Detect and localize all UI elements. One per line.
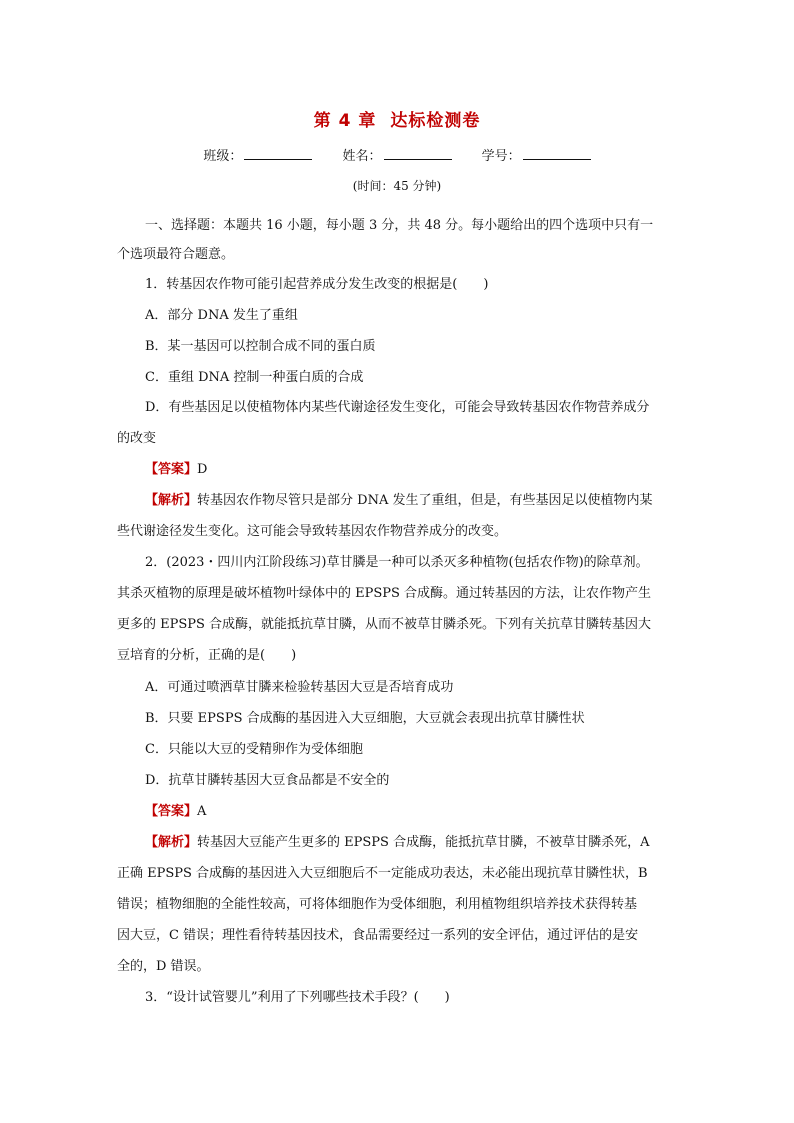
analysis-tag: 【解析】 [145, 493, 198, 508]
q2-analysis-line4: 因大豆，C 错误；理性看待转基因技术，食品需要经过一系列的安全评估，通过评估的是安 [117, 928, 639, 943]
q2-analysis-line2: 正确 EPSPS 合成酶的基因进入大豆细胞后不一定能成功表达，未必能出现抗草甘膦性状，B [117, 866, 648, 881]
section-intro-line1: 一、选择题：本题共 16 小题，每小题 3 分，共 48 分。每小题给出的四个选项中只有一 [145, 218, 654, 233]
section-intro-line2: 个选项最符合题意。 [117, 247, 235, 262]
name-blank [384, 147, 452, 160]
analysis-text: 转基因大豆能产生更多的 EPSPS 合成酶，能抵抗草甘膦，不被草甘膦杀死，A [197, 835, 650, 850]
analysis-tag: 【解析】 [145, 835, 198, 850]
id-label: 学号： [481, 149, 521, 164]
q1-option-b: B．某一基因可以控制合成不同的蛋白质 [145, 339, 376, 354]
student-info-fields [0, 145, 794, 164]
id-field [482, 145, 591, 164]
page-title [0, 106, 794, 131]
q2-option-c: C．只能以大豆的受精卵作为受体细胞 [145, 742, 363, 757]
q1-option-c: C．重组 DNA 控制一种蛋白质的合成 [145, 370, 364, 385]
q2-stem-line1: 2．(2023・四川内江阶段练习)草甘膦是一种可以杀灭多种植物(包括农作物)的除草剂。 [145, 555, 649, 570]
answer-value: A [197, 804, 207, 819]
chapter-number: 第 4 章 [313, 111, 377, 131]
answer-tag: 【答案】 [145, 804, 198, 819]
q2-stem-line2: 其杀灭植物的原理是破坏植物叶绿体中的 EPSPS 合成酶。通过转基因的方法，让农作物产生 [117, 586, 652, 601]
name-label: 姓名： [342, 149, 382, 164]
q1-analysis-line1 [145, 489, 652, 508]
answer-value: D [197, 462, 208, 477]
q2-analysis-line3: 错误；植物细胞的全能性较高，可将体细胞作为受体细胞，利用植物组织培养技术获得转基 [117, 897, 638, 912]
q1-option-d-line1: D．有些基因足以使植物体内某些代谢途径发生变化，可能会导致转基因农作物营养成分 [145, 400, 650, 415]
q1-stem: 1．转基因农作物可能引起营养成分发生改变的根据是( ) [145, 277, 489, 292]
q2-option-d: D．抗草甘膦转基因大豆食品都是不安全的 [145, 773, 390, 788]
q2-option-a: A．可通过喷洒草甘膦来检验转基因大豆是否培育成功 [145, 680, 454, 695]
q2-option-b: B．只要 EPSPS 合成酶的基因进入大豆细胞，大豆就会表现出抗草甘膦性状 [145, 711, 585, 726]
id-blank [523, 147, 591, 160]
class-blank [244, 147, 312, 160]
q1-option-d-line2: 的改变 [117, 431, 157, 446]
q2-answer [145, 800, 206, 819]
q2-analysis-line1 [145, 831, 649, 850]
title-text: 达标检测卷 [390, 111, 481, 131]
exam-time: (时间：45 分钟) [352, 179, 442, 193]
q3-stem: 3．“设计试管婴儿”利用了下列哪些技术手段？( ) [145, 990, 450, 1005]
name-field [342, 145, 451, 164]
q2-analysis-line5: 全的，D 错误。 [117, 959, 210, 974]
q1-analysis-line2: 些代谢途径发生变化。这可能会导致转基因农作物营养成分的改变。 [117, 524, 508, 539]
q2-stem-line3: 更多的 EPSPS 合成酶，就能抵抗草甘膦，从而不被草甘膦杀死。下列有关抗草甘膦转基因大 [117, 617, 652, 632]
answer-tag: 【答案】 [145, 462, 198, 477]
analysis-text: 转基因农作物尽管只是部分 DNA 发生了重组，但是，有些基因足以使植物内某 [197, 493, 653, 508]
class-field [203, 145, 312, 164]
q1-answer [145, 458, 207, 477]
q2-stem-line4: 豆培育的分析，正确的是( ) [117, 648, 297, 663]
class-label: 班级： [203, 149, 243, 164]
q1-option-a: A．部分 DNA 发生了重组 [145, 308, 298, 323]
